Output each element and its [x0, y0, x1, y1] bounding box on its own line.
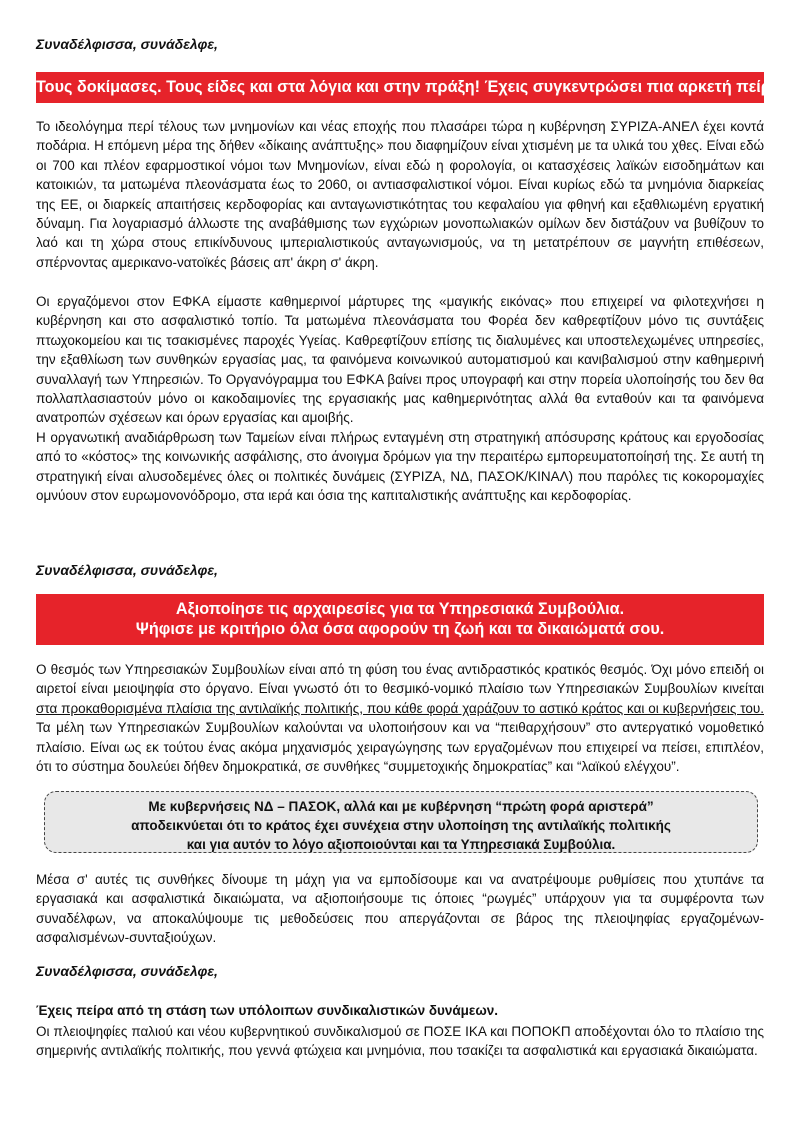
paragraph-2: Οι εργαζόμενοι στον ΕΦΚΑ είμαστε καθημερινοί μάρτυρες της «μαγικής εικόνας» που επιχειρεί να φιλοτεχνήσει η κυβέρνηση και στο ασφαλιστικό τοπίο. Τα ματωμένα πλεονάσματα του Φορέα δεν καθρεφτίζουν μόνο τις συντάξεις πτωχοκομείου και τις τσακισμένες παροχές Υγείας. Καθρεφτίζουν επίσης τις διαλυμένες και υποστελεχωμένες υπηρεσίες, την εξαθλίωση των συνθηκών εργασίας μας, τα φαινόμενα κοινωνικού αυτοματισμού και κανιβαλισμού στην καθημερινή συναλλαγή των Υπηρεσιών. Το Οργανόγραμμα του ΕΦΚΑ βαίνει προς υπογραφή και στην πορεία υλοποίησής του δεν θα πολλαπλασιαστούν μόνο οι κακοδαιμονίες της εργασιακής μας καθημερινότητας αλλά θα ενταθούν και τα φαινόμενα ανατροπών σχέσεων και όρων εργασίας και αμοιβής. — [36, 294, 764, 426]
banner-2-line-1: Αξιοποίησε τις αρχαιρεσίες για τα Υπηρεσιακά Συμβούλια. — [175, 600, 625, 618]
greeting-1: Συναδέλφισσα, συνάδελφε, — [36, 36, 218, 52]
paragraph-4 — [36, 660, 764, 776]
banner-2-line-2: Ψήφισε με κριτήριο όλα όσα αφορούν τη ζωή και τα δικαιώματά σου. — [135, 620, 665, 638]
greeting-3: Συναδέλφισσα, συνάδελφε, — [36, 963, 218, 979]
paragraph-5: Μέσα σ' αυτές τις συνθήκες δίνουμε τη μάχη για να εμποδίσουμε και να ανατρέψουμε ρυθμίσεις που χτυπάνε τα εργασιακά και ασφαλιστικά δικαιώματα, να αξιοποιήσουμε τις όποιες “ρωγμές” υπάρχουν για τα συμφέροντα των συναδέλφων, να αποκαλύψουμε τις μεθοδεύσεις που απεργάζονται σε βάρος της πλειοψηφίας εργαζομένων-ασφαλισμένων-συνταξιούχων. — [36, 872, 764, 946]
callout-line-3: και για αυτόν το λόγο αξιοποιούνται και τα Υπηρεσιακά Συμβούλια. — [186, 837, 616, 852]
headline-banner-1: Τους δοκίμασες. Τους είδες και στα λόγια και στην πράξη! Έχεις συγκεντρώσει πια αρκετή πείρα! — [36, 72, 764, 103]
section-3-heading: Έχεις πείρα από τη στάση των υπόλοιπων συνδικαλιστικών δυνάμεων. — [36, 1003, 499, 1018]
callout-line-1: Με κυβερνήσεις ΝΔ – ΠΑΣΟΚ, αλλά και με κυβέρνηση “πρώτη φορά αριστερά” — [148, 799, 654, 814]
headline-banner-2 — [36, 594, 764, 645]
paragraph-4-part-1: Ο θεσμός των Υπηρεσιακών Συμβουλίων είναι από τη φύση του ένας αντιδραστικός κρατικός θεσμός. Όχι μόνο επειδή οι αιρετοί είναι μειοψηφία στο όργανο. Είναι γνωστό ότι το θεσμικό-νομικό πλαίσιο των Υπηρεσιακών Συμβουλίων κινείται — [36, 662, 764, 697]
paragraph-4-part-2: Τα μέλη των Υπηρεσιακών Συμβουλίων καλούνται να υλοποιήσουν και να “πειθαρχήσουν” στο αντεργατικό νομοθετικό πλαίσιο. Είναι ως εκ τούτου ένας ακόμα μηχανισμός χειραγώγησης των εργαζομένων που επιχειρεί να πείσει, επιπλέον, ότι το σύστημα δουλεύει δήθεν δημοκρατικά, σε συνθήκες “συμμετοχικής δημοκρατίας” και “λαϊκού ελέγχου”. — [36, 720, 764, 775]
paragraph-4-underlined: στα προκαθορισμένα πλαίσια της αντιλαϊκής πολιτικής, που κάθε φορά χαράζουν το αστικό κράτος και οι κυβερνήσεις του. — [36, 700, 764, 716]
paragraph-1: Το ιδεολόγημα περί τέλους των μνημονίων και νέας εποχής που πλασάρει τώρα η κυβέρνηση ΣΥΡΙΖΑ-ΑΝΕΛ έχει κοντά ποδάρια. Η επόμενη μέρα της δήθεν «δίκαιης ανάπτυξης» που διαφημίζουν είναι χτισμένη με τα υλικά του χθες. Είναι εδώ οι 700 και πλέον εφαρμοστικοί νόμοι των Μνημονίων, είναι εδώ η φορολογία, οι κατασχέσεις λαϊκών εισοδημάτων και κατοικιών, τα ματωμένα πλεονάσματα έως το 2060, οι αντιασφαλιστικοί νόμοι. Είναι κυρίως εδώ τα μνημόνια διαρκείας της ΕΕ, οι διαρκείς απαιτήσεις κερδοφορίας και ανταγωνιστικότητας του κεφαλαίου για φθηνή και εξαθλιωμένη εργατική δύναμη. Για λογαριασμό άλλωστε της αναβάθμισης των εγχώριων μονοπωλιακών ομίλων δεν διστάζουν να βυθίζουν το λαό και τη χώρα στους επικίνδυνους ιμπεριαλιστικούς ανταγωνισμούς, να τη μετατρέπουν σε μαγνήτη επιθέσεων, σπέρνοντας αμερικανο-νατοϊκές βάσεις απ' άκρη σ' άκρη. — [36, 119, 764, 270]
paragraph-6: Οι πλειοψηφίες παλιού και νέου κυβερνητικού συνδικαλισμού σε ΠΟΣΕ ΙΚΑ και ΠΟΠΟΚΠ αποδέχονται όλο το πλαίσιο της σημερινής αντιλαϊκής πολιτικής, που γεννά φτώχεια και μνημόνια, που τσακίζει τα ασφαλιστικά και εργασιακά δικαιώματα. — [36, 1024, 764, 1059]
callout-box — [44, 791, 758, 853]
greeting-2: Συναδέλφισσα, συνάδελφε, — [36, 562, 218, 578]
callout-line-2: αποδεικνύεται ότι το κράτος έχει συνέχεια στην υλοποίηση της αντιλαϊκής πολιτικής — [131, 818, 671, 833]
paragraph-3: Η οργανωτική αναδιάρθρωση των Ταμείων είναι πλήρως ενταγμένη στη στρατηγική απόσυρσης κράτους και εργοδοσίας από το «κόστος» της κοινωνικής ασφάλισης, στο άνοιγμα δρόμων για την περαιτέρω εμπορευματοποίησή της. Σε αυτή τη στρατηγική είναι αλυσοδεμένες όλες οι πολιτικές δυνάμεις (ΣΥΡΙΖΑ, ΝΔ, ΠΑΣΟΚ/ΚΙΝΑΛ) που παρόλες τις κοκορομαχίες ομνύουν στον ευρωμονονόδρομο, στα ιερά και όσια της καπιταλιστικής ανάπτυξης και κερδοφορίας. — [36, 430, 764, 504]
